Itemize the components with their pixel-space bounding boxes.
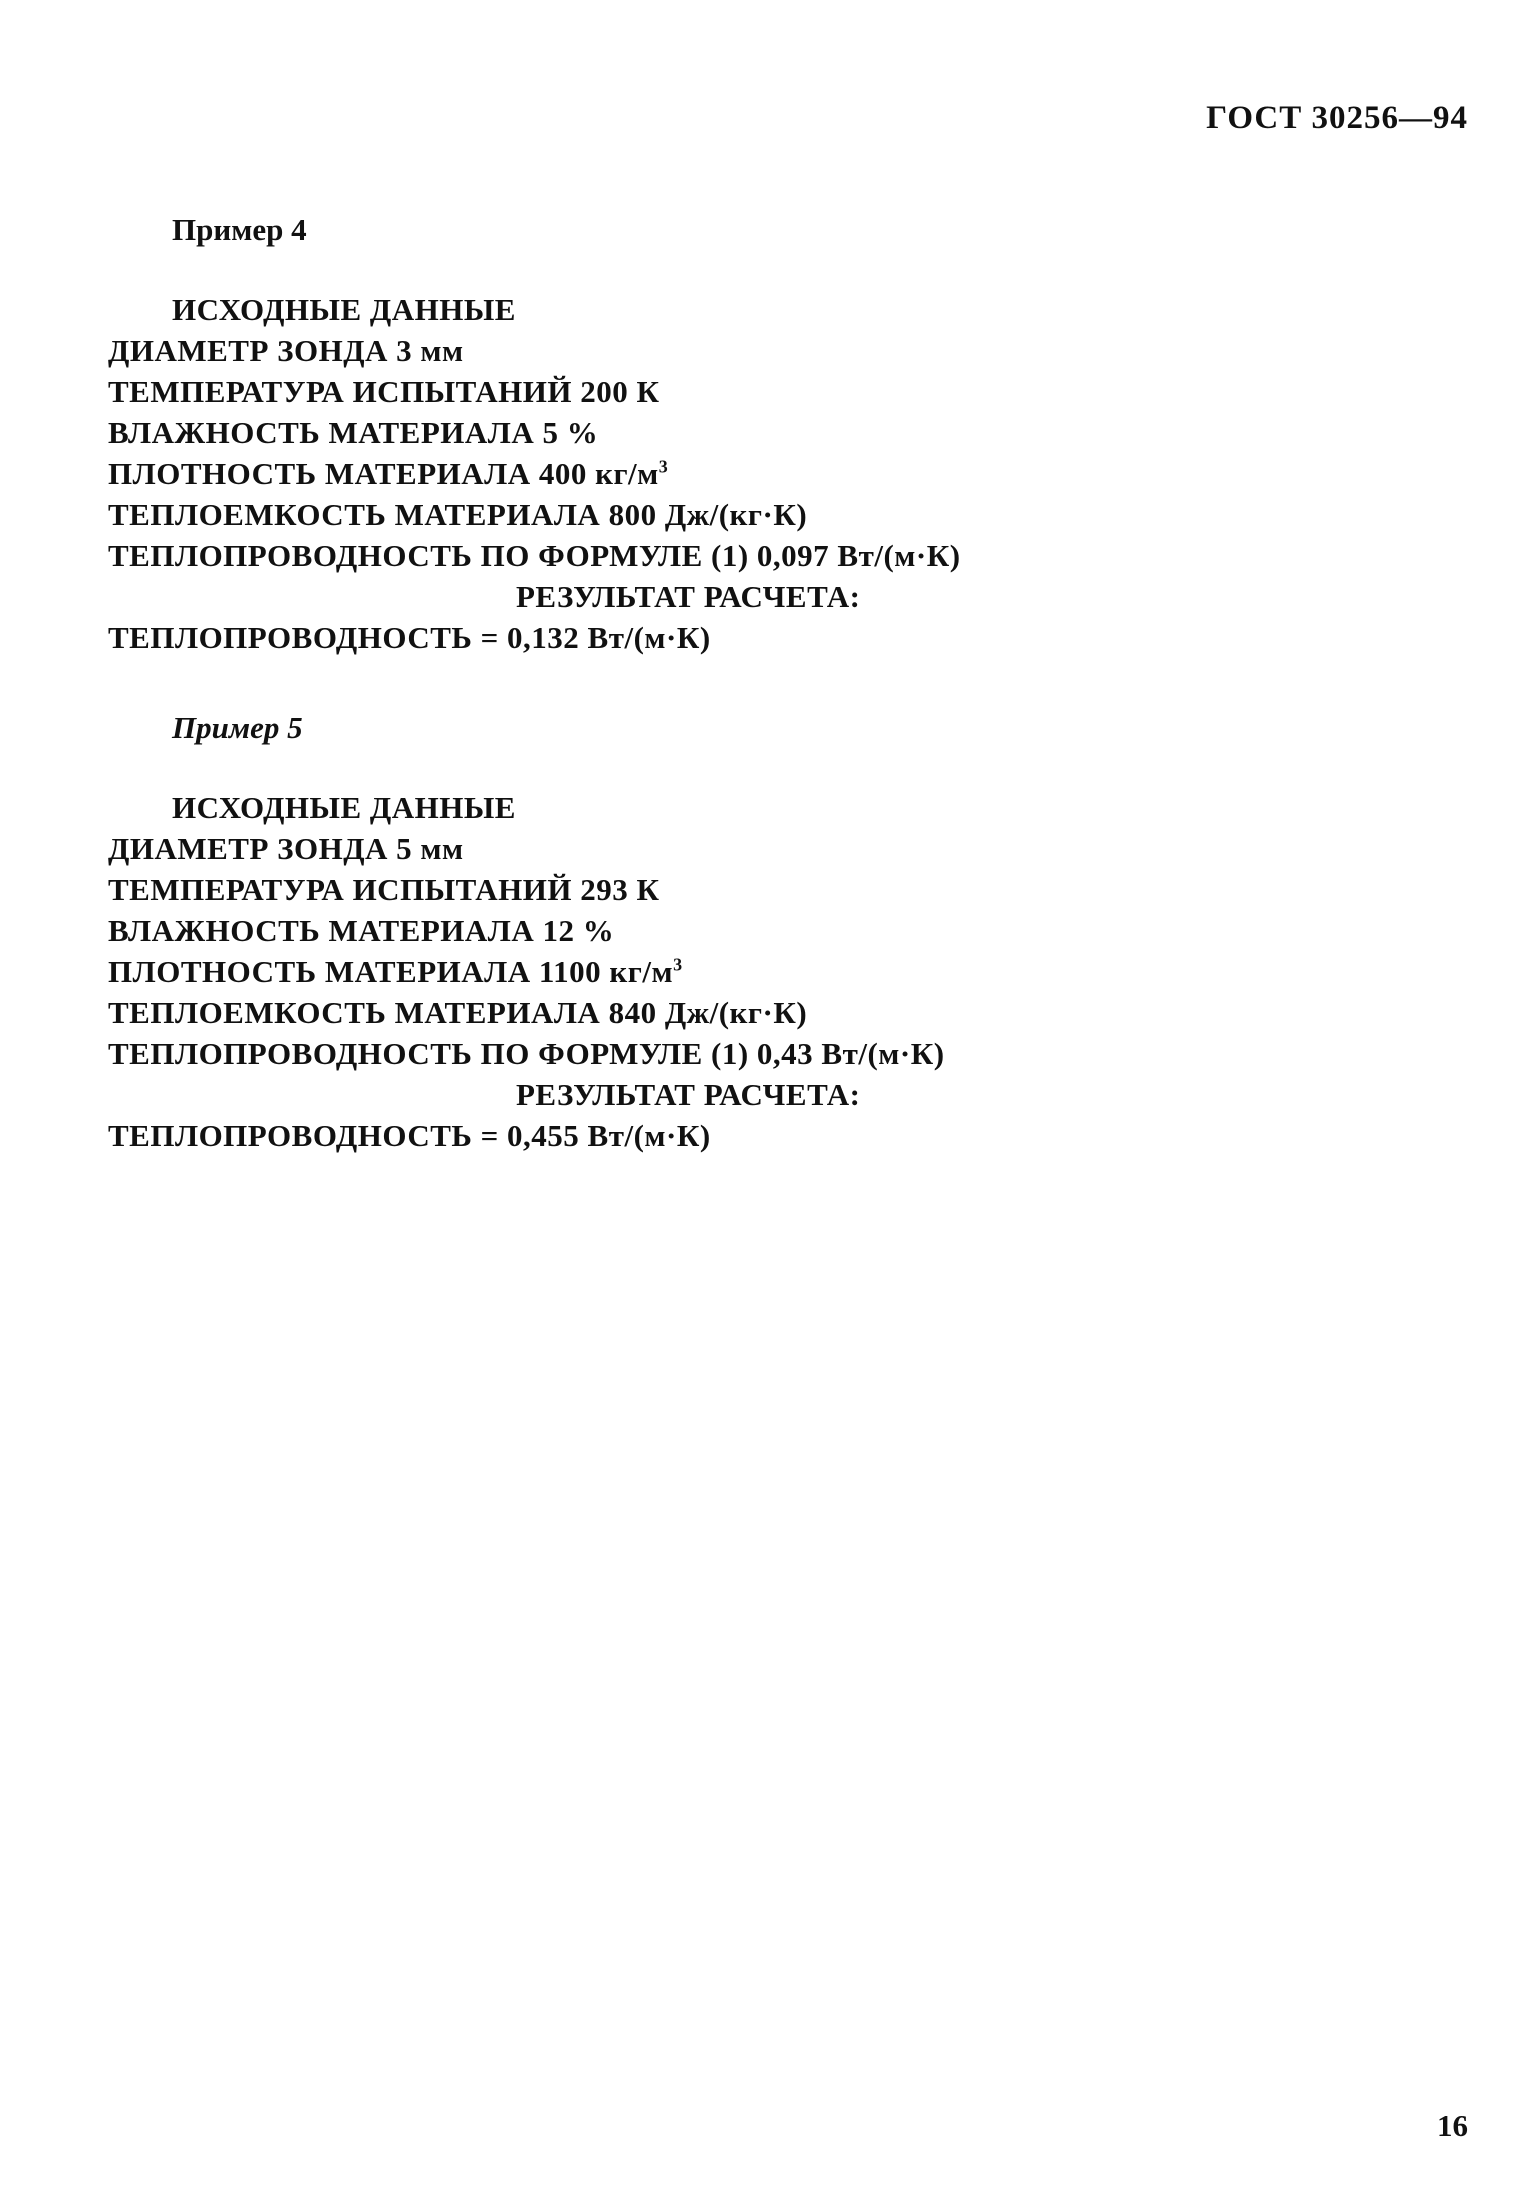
density-exponent: 3 — [673, 954, 683, 975]
example-title: Пример 5 — [172, 710, 303, 745]
diameter-line: ДИАМЕТР ЗОНДА 5 мм — [108, 831, 464, 866]
result-line: ТЕПЛОПРОВОДНОСТЬ = 0,455 Вт/(м·К) — [108, 1118, 711, 1153]
example-4 — [108, 205, 1208, 658]
page-number: 16 — [1437, 2108, 1468, 2143]
spacer — [108, 255, 1208, 289]
spacer — [108, 753, 1208, 787]
density-text: ПЛОТНОСТЬ МАТЕРИАЛА 400 кг/м — [108, 456, 659, 491]
input-heading: ИСХОДНЫЕ ДАННЫЕ — [172, 790, 516, 825]
result-heading: РЕЗУЛЬТАТ РАСЧЕТА: — [516, 1077, 861, 1112]
density-text: ПЛОТНОСТЬ МАТЕРИАЛА 1100 кг/м — [108, 954, 674, 989]
input-heading: ИСХОДНЫЕ ДАННЫЕ — [172, 292, 516, 327]
density-line — [108, 453, 1208, 494]
result-line: ТЕПЛОПРОВОДНОСТЬ = 0,132 Вт/(м·К) — [108, 620, 711, 655]
example-5 — [108, 703, 1208, 1156]
density-exponent: 3 — [658, 456, 669, 477]
formula-conductivity-line: ТЕПЛОПРОВОДНОСТЬ ПО ФОРМУЛЕ (1) 0,43 Вт/(м·К) — [108, 1036, 945, 1071]
humidity-line: ВЛАЖНОСТЬ МАТЕРИАЛА 12 % — [108, 913, 615, 948]
example-title: Пример 4 — [172, 212, 307, 247]
diameter-line: ДИАМЕТР ЗОНДА 3 мм — [108, 333, 464, 368]
heat-capacity-line: ТЕПЛОЕМКОСТЬ МАТЕРИАЛА 840 Дж/(кг·К) — [108, 995, 808, 1030]
temperature-line: ТЕМПЕРАТУРА ИСПЫТАНИЙ 293 К — [108, 872, 660, 907]
temperature-line: ТЕМПЕРАТУРА ИСПЫТАНИЙ 200 К — [108, 374, 660, 409]
heat-capacity-line: ТЕПЛОЕМКОСТЬ МАТЕРИАЛА 800 Дж/(кг·К) — [108, 497, 808, 532]
formula-conductivity-line: ТЕПЛОПРОВОДНОСТЬ ПО ФОРМУЛЕ (1) 0,097 Вт/(м·К) — [108, 538, 961, 573]
standard-code: ГОСТ 30256—94 — [1206, 100, 1468, 136]
density-line — [108, 951, 1208, 992]
humidity-line: ВЛАЖНОСТЬ МАТЕРИАЛА 5 % — [108, 415, 599, 450]
result-heading: РЕЗУЛЬТАТ РАСЧЕТА: — [516, 579, 861, 614]
